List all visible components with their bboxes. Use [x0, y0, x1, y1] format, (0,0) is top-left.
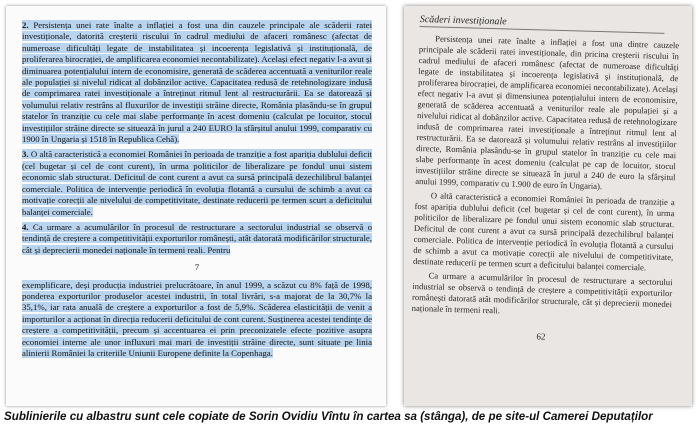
paragraph-2-number: 2. — [22, 20, 29, 30]
paragraph-continuation — [6, 280, 386, 360]
book-section-heading: Scăderi investiționale — [420, 14, 665, 34]
book-page-number: 62 — [536, 331, 546, 342]
paragraph-4 — [6, 222, 386, 256]
paragraph-3-number: 3. — [22, 149, 29, 160]
right-book-page-photo — [404, 6, 692, 406]
paragraph-3 — [6, 149, 386, 217]
paragraph-4-text: Ca urmare a acumulărilor în procesul de restructurare a sectorului industrial se observă o tendință de creștere a competitivității exporturilor românești, atât datorată modificărilor structurale, cât și deprecierii monedei naționale în termeni reali. Pentru — [22, 221, 372, 255]
paragraph-2-text: Persistența unei rate înalte a inflației a fost una din cauzele principale ale scăderii ratei investiționale, datorită creșterii riscului în cadrul mediului de afaceri românesc (afectat de numeroase dificultăți legate de instabilitatea și incoerența legislativă și instituțională, de proliferarea birocrației, de amplificarea economiei necontabilizate). Același efect negativ l-a avut și diminuarea potențialului intern de economisire, generată de scăderea accentuată a veniturilor reale ale populației și nivelul ridicat al dobânzilor active. Capacitatea redusă de retehnologizare indusă de comprimarea ratei investiționale a întreținut ritmul lent al restructurării. Ea se datorează și volumului relativ restrâns al fluxurilor de investiții străine directe, România plasându-se în grupul statelor în tranziție cu cele mai slabe performanțe în acest domeniu (calculat pe locuitor, stocul investițiilor străine directe se situează în jurul a 240 EURO la sfârșitul anului 1999, comparativ cu 1900 în Ungaria și 1518 în Republica Cehă). — [22, 20, 373, 145]
book-paragraph-1: Persistența unei rate înalte a inflației a fost una dintre cauzele principale ale scăderii ratei investiționale, din pricina creșterii riscului în cadrul mediului de afaceri românesc (afectat de numeroase dificultăți legate de instabilitatea și incoerența legislativă și instituțională, de proliferarea birocrației, de amplificarea economiei necontabilizate). Același efect negativ l-a avut și dimensiunea potențialului intern de economisire, generată de scăderea accentuată a veniturilor reale ale populației și a nivelului ridicat al dobânzilor active. Capacitatea redusă de retehnologizare indusă de comprimarea ratei investiționale a întreținut ritmul lent al restructurării. Ea se datorează și volumului relativ restrâns al investițiilor directe, România plasându-se în grupul statelor în tranziție cu cele mai slabe performanțe în acest domeniu (calculat pe cap de locuitor, stocul investițiilor străine directe se situează în jurul a 240 de euro la sfârșitul anului 1999, comparativ cu 1.900 de euro în Ungaria). — [415, 33, 680, 192]
paragraph-continuation-text: exemplificare, deși producția industriei prelucrătoare, în anul 1999, a scăzut cu 8% față de 1998, ponderea exporturilor produselor acestei industrii, în total livrări, s-a majorat de la 30,7% la 35,1%, iar rata anuală de creștere a exporturilor a fost de 5,9%. Scăderea elasticității de venit a importurilor a acționat în direcția reducerii deficitului de cont curent. Susținerea acestei tendințe de creștere a competitivității, precum și accentuarea ei prin preconizatele efecte pozitive asupra economiei interne ale unor influxuri mai mari de investiții străine directe, sunt situate pe linia alinierii României la criteriile Uniunii Europene definite la Copenhaga. — [22, 279, 372, 358]
paragraph-3-text: O altă caracteristică a economiei României în perioada de tranziție a fost apariția dublului deficit (cel bugetar și cel de cont curent), în urma politicilor de liberalizare pe fondul unui sistem economic slab structurat. Deficitul de cont curent a avut ca sursă principală dezechilibrul balanței comerciale. Politica de intervenție periodică în evoluția flotantă a cursului de schimb a avut ca motivație corecții ale nivelului de competitivitate, destinate reducerii pe termen scurt a deficitului balanței comerciale. — [22, 149, 372, 217]
paragraph-4-number: 4. — [22, 221, 29, 232]
image-caption: Sublinierile cu albastru sunt cele copiate de Sorin Ovidiu Vîntu în cartea sa (stânga), de pe site-ul Camerei Deputaților — [4, 410, 653, 423]
paragraph-2 — [6, 20, 386, 145]
left-page-number: 7 — [194, 262, 200, 273]
book-paragraph-3: Ca urmare a acumulărilor în procesul de restructurare a sectorului industrial se observă o tendință de creștere a competitivității exporturilor românești datorată atât modificărilor structurale, cât și deprecierii monedei naționale în termeni reali. — [411, 270, 673, 316]
book-paragraph-2: O altă caracteristică a economiei României în perioada de tranziție a fost apariția dublului deficit (cel bugetar și cel de cont curent), în urma politicilor de liberalizare pe fondul unui sistem economic slab structurat. Deficitul de cont curent a avut ca sursă principală dezechilibrul balanței comerciale. Politica de intervenție periodică în evoluția flotantă a cursului de schimb a avut ca motivație corecții ale nivelului de competitivitate, destinate reducerii pe termen scurt a deficitului balanței comerciale. — [412, 190, 675, 273]
left-document-page — [6, 6, 386, 406]
